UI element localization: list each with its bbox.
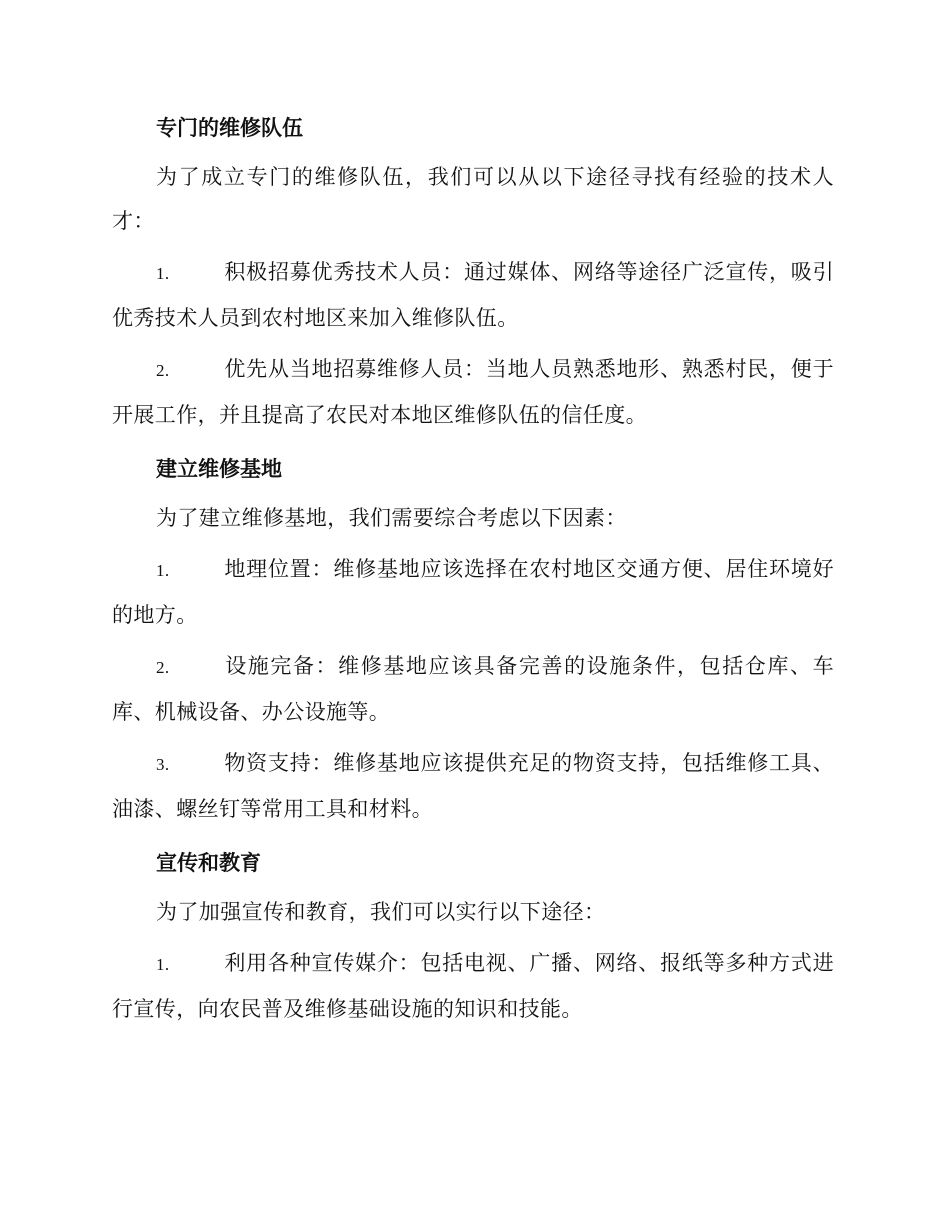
- section-heading: 建立维修基地: [156, 457, 282, 481]
- list-text: 优先从当地招募维修人员：当地人员熟悉地形、熟悉村民，便于开展工作，并且提高了农民对本地区维修队伍的信任度。: [112, 357, 834, 427]
- list-text: 积极招募优秀技术人员：通过媒体、网络等途径广泛宣传，吸引优秀技术人员到农村地区来加入维修队伍。: [112, 260, 834, 330]
- list-item: [112, 347, 834, 437]
- list-text: 地理位置：维修基地应该选择在农村地区交通方便、居住环境好的地方。: [112, 557, 834, 627]
- section-intro: 为了建立维修基地，我们需要综合考虑以下因素：: [156, 506, 627, 530]
- list-number: 1.: [156, 264, 170, 283]
- list-item: [112, 941, 834, 1031]
- list-item: [112, 741, 834, 831]
- list-number: 2.: [156, 361, 170, 380]
- list-number: 3.: [156, 755, 170, 774]
- list-text: 设施完备：维修基地应该具备完善的设施条件，包括仓库、车库、机械设备、办公设施等。: [112, 654, 834, 724]
- section-intro: 为了成立专门的维修队伍，我们可以从以下途径寻找有经验的技术人才：: [112, 165, 834, 233]
- list-item: [112, 644, 834, 734]
- list-number: 1.: [156, 561, 170, 580]
- list-text: 利用各种宣传媒介：包括电视、广播、网络、报纸等多种方式进行宣传，向农民普及维修基础设施的知识和技能。: [112, 951, 834, 1021]
- section-heading: 专门的维修队伍: [156, 116, 303, 140]
- list-text: 物资支持：维修基地应该提供充足的物资支持，包括维修工具、油漆、螺丝钉等常用工具和材料。: [112, 751, 834, 821]
- list-item: [112, 250, 834, 340]
- document-body: [112, 108, 834, 1031]
- list-item: [112, 547, 834, 637]
- list-number: 1.: [156, 955, 170, 974]
- list-number: 2.: [156, 658, 170, 677]
- section-intro: 为了加强宣传和教育，我们可以实行以下途径：: [156, 900, 606, 924]
- section-heading: 宣传和教育: [156, 851, 261, 875]
